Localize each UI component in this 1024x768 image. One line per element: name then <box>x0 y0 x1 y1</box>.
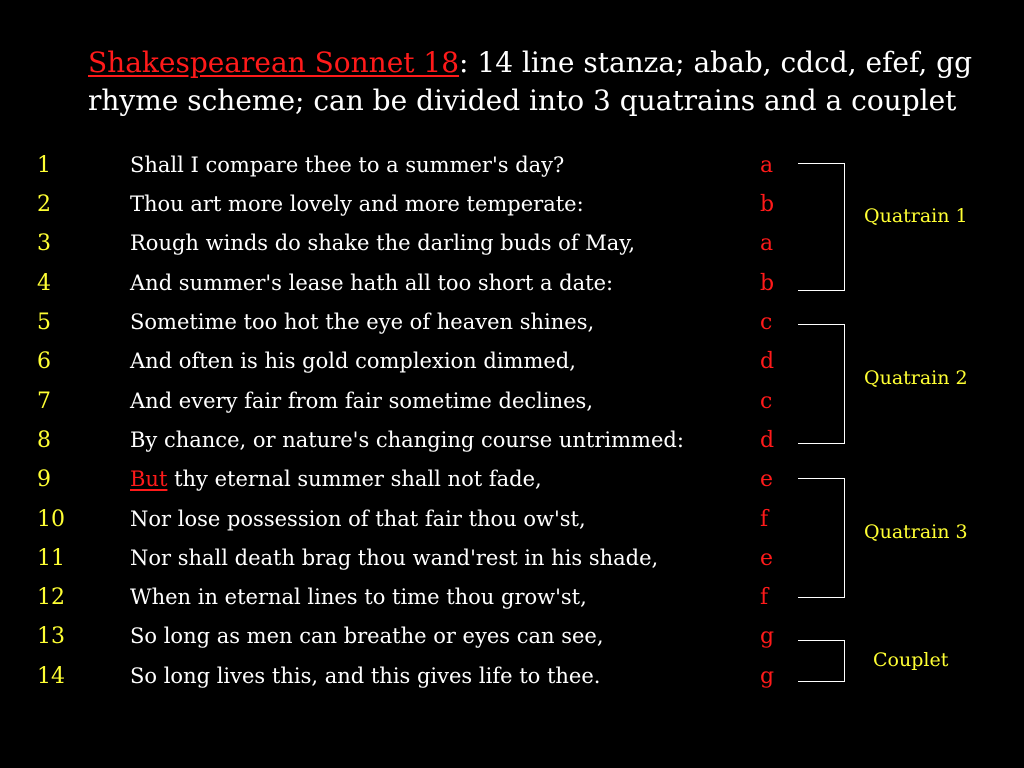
quatrain-2-bracket <box>798 324 845 444</box>
line-number: 12 <box>37 585 65 610</box>
quatrain-3-label: Quatrain 3 <box>864 521 968 543</box>
sonnet-line-13 <box>0 624 1024 663</box>
line-text: Nor lose possession of that fair thou ow'st, <box>130 507 586 531</box>
line-number: 1 <box>37 153 51 178</box>
line-number: 5 <box>37 310 51 335</box>
rhyme-letter: f <box>760 585 769 610</box>
rhyme-letter: b <box>760 271 775 296</box>
sonnet-line-1 <box>0 153 1024 192</box>
sonnet-line-4 <box>0 271 1024 310</box>
line-number: 6 <box>37 349 51 374</box>
quatrain-2-label: Quatrain 2 <box>864 367 968 389</box>
rhyme-letter: g <box>760 664 775 689</box>
line-highlight-word: But <box>130 467 168 491</box>
rhyme-letter: e <box>760 546 774 571</box>
couplet-bracket <box>798 640 845 682</box>
sonnet-line-8 <box>0 428 1024 467</box>
quatrain-1-label: Quatrain 1 <box>864 205 968 227</box>
rhyme-letter: e <box>760 467 774 492</box>
line-number: 8 <box>37 428 51 453</box>
line-text: Shall I compare thee to a summer's day? <box>130 153 565 177</box>
rhyme-letter: b <box>760 192 775 217</box>
line-text: Sometime too hot the eye of heaven shines, <box>130 310 595 334</box>
sonnet-line-3 <box>0 231 1024 270</box>
line-number: 13 <box>37 624 65 649</box>
quatrain-1-bracket <box>798 163 845 291</box>
rhyme-letter: a <box>760 231 774 256</box>
line-number: 7 <box>37 389 51 414</box>
line-text: When in eternal lines to time thou grow'st, <box>130 585 587 609</box>
line-number: 10 <box>37 507 65 532</box>
sonnet-line-7 <box>0 389 1024 428</box>
line-text-rest: thy eternal summer shall not fade, <box>167 467 542 491</box>
rhyme-letter: c <box>760 310 773 335</box>
line-text: Nor shall death brag thou wand'rest in his shade, <box>130 546 659 570</box>
rhyme-letter: d <box>760 428 775 453</box>
quatrain-3-bracket <box>798 478 845 598</box>
rhyme-letter: a <box>760 153 774 178</box>
title-highlight: Shakespearean Sonnet 18 <box>88 46 460 79</box>
line-text: And summer's lease hath all too short a date: <box>130 271 614 295</box>
rhyme-letter: d <box>760 349 775 374</box>
line-number: 11 <box>37 546 65 571</box>
slide-title <box>88 44 988 120</box>
title-description: : 14 line stanza; abab, cdcd, efef, gg rhyme scheme; can be divided into 3 quatrains and a couplet <box>88 46 973 117</box>
line-text: Thou art more lovely and more temperate: <box>130 192 584 216</box>
line-text: So long lives this, and this gives life to thee. <box>130 664 601 688</box>
sonnet-line-11 <box>0 546 1024 585</box>
sonnet-line-9 <box>0 467 1024 506</box>
rhyme-letter: f <box>760 507 769 532</box>
sonnet-line-14 <box>0 664 1024 703</box>
line-text: So long as men can breathe or eyes can see, <box>130 624 604 648</box>
sonnet-line-5 <box>0 310 1024 349</box>
rhyme-letter: g <box>760 624 775 649</box>
line-text: And every fair from fair sometime declines, <box>130 389 593 413</box>
line-text <box>130 467 542 491</box>
line-number: 2 <box>37 192 51 217</box>
sonnet-line-12 <box>0 585 1024 624</box>
line-text: And often is his gold complexion dimmed, <box>130 349 576 373</box>
rhyme-letter: c <box>760 389 773 414</box>
couplet-label: Couplet <box>873 649 949 671</box>
line-number: 14 <box>37 664 65 689</box>
line-number: 9 <box>37 467 51 492</box>
line-number: 3 <box>37 231 51 256</box>
line-text: By chance, or nature's changing course untrimmed: <box>130 428 684 452</box>
line-text: Rough winds do shake the darling buds of May, <box>130 231 636 255</box>
line-number: 4 <box>37 271 51 296</box>
